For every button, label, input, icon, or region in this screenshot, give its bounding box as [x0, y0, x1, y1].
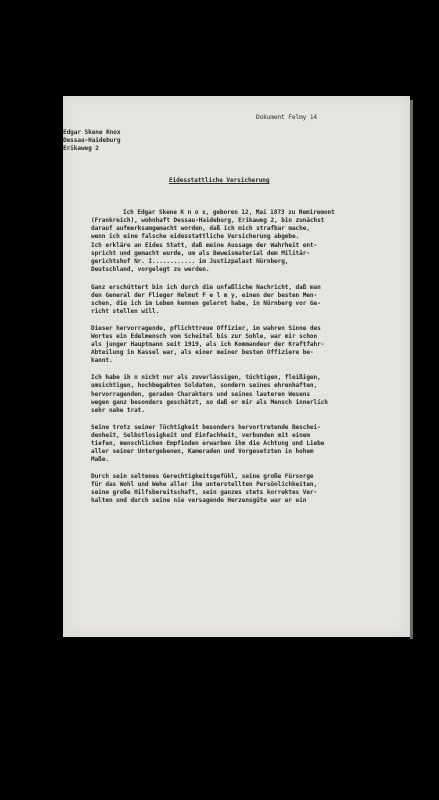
text-line: Dieser hervorragende, pflichttreue Offizier, im wahren Sinne des [91, 325, 321, 332]
sender-name: Edgar Skene Knox [63, 129, 121, 136]
text-line: Wortes ein Edelmensch vom Scheitel bis zur Sohle, war mir schon [91, 333, 318, 340]
text-line: darauf aufmerksamgemacht worden, daß ich mich strafbar mache, [91, 225, 310, 232]
text-line: Ich erkläre an Eides Statt, daß meine Aussage der Wahrheit ent- [91, 242, 318, 249]
text-line: Ganz erschüttert bin ich durch die unfaßliche Nachricht, daß man [91, 284, 321, 291]
document-title: Eidesstattliche Versicherung [169, 177, 270, 184]
text-line: Ich habe ih n nicht nur als zuverlässigen, tüchtigen, fleißigen, [91, 374, 321, 381]
document-reference: Dokument Felmy 14 [256, 114, 318, 121]
text-line: richt stellen will. [91, 308, 160, 315]
text-line: sehr nahe trat. [91, 407, 145, 414]
text-line: (Frankreich), wohnhaft Dessau-Haideburg, Erikaweg 2, bin zunächst [91, 217, 325, 224]
page-edge-shadow [410, 100, 413, 639]
text-line: umsichtigen, hochbegabten Soldaten, sondern seines ehrenhaften, [91, 382, 318, 389]
text-line: Seine trotz seiner Tüchtigkeit besonders hervortretende Beschei- [91, 424, 321, 431]
text-line: halten und durch seine nie versagende Herzensgüte war er ein [91, 497, 307, 504]
text-line: Ich Edgar Skene K n o x, geboren 12, Mai 1873 zu Remiremont [123, 209, 335, 216]
text-line: Deutschland, vorgelegt zu werden. [91, 266, 210, 273]
text-line: spricht und gemacht wurde, um als Beweismaterial dem Militär- [91, 250, 310, 257]
text-line: gerichtshof Nr. I............ im Justizpalast Nürnberg, [91, 258, 289, 265]
sender-address-line: Dessau-Haideburg [63, 137, 121, 144]
text-line: wegen ganz besonders geschätzt, so daß er mir als Mensch innerlich [91, 399, 328, 406]
text-line: denheit, Selbstlosigkeit und Einfachheit, verbunden mit einem [91, 432, 310, 439]
sender-address-line: Erikaweg 2 [63, 145, 99, 152]
text-line: als junger Hauptmann seit 1919, als ich Kommandeur der Kraftfahr- [91, 341, 325, 348]
document-page [63, 96, 410, 637]
text-line: den General der Flieger Helmut F e l m y, einen der besten Men- [91, 292, 318, 299]
text-line: für das Wohl und Wehe aller ihm unterstellten Persönlichkeiten, [91, 481, 318, 488]
text-line: seine große Hilfsbereitschaft, sein ganzes stets korrektes Ver- [91, 489, 318, 496]
text-line: schen, die ich im Leben kennen gelernt habe, in Nürnberg vor Ge- [91, 300, 321, 307]
text-line: Abteilung in Kassel war, als einer meiner besten Offiziere be- [91, 349, 314, 356]
text-line: hervorragenden, geraden Charakters und seines lauteren Wesens [91, 391, 310, 398]
text-line: aller seiner Untergebenen, Kameraden und Vorgesetzten in hohem [91, 448, 314, 455]
text-line: wenn ich eine falsche eidesstattliche Versicherung abgebe. [91, 233, 300, 240]
text-line: Durch sein seltenes Gerechtigkeitsgefühl, seine große Fürsorge [91, 473, 314, 480]
text-line: Maße. [91, 456, 109, 463]
text-line: tiefen, menschlichen Empfinden erwarben ihm die Achtung und Liebe [91, 440, 325, 447]
text-line: kannt. [91, 357, 113, 364]
